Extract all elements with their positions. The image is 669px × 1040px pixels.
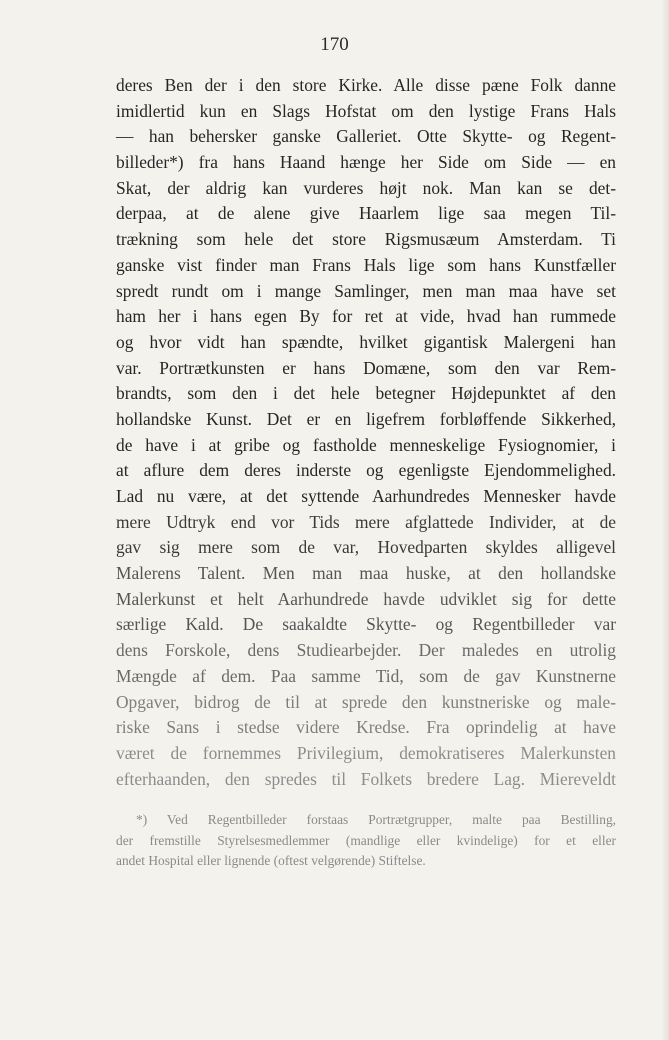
text-line: de have i at gribe og fastholde menneskelige Fysiognomier, i — [116, 434, 616, 455]
text-line: brandts, som den i det hele betegner Højdepunktet af den — [116, 383, 616, 404]
text-line: — han behersker ganske Galleriet. Otte Skytte- og Regent- — [116, 126, 616, 147]
footnote-line: andet Hospital eller lignende (oftest velgørende) Stiftelse. — [116, 853, 426, 868]
text-line: trækning som hele det store Rigsmusæum Amsterdam. Ti — [116, 229, 616, 250]
text-line: særlige Kald. De saakaldte Skytte- og Regentbilleder var — [116, 614, 616, 635]
page-number: 170 — [320, 34, 349, 55]
text-line: spredt rundt om i mange Samlinger, men man maa have set — [116, 280, 616, 301]
footnote — [116, 810, 616, 872]
text-line: Malerens Talent. Men man maa huske, at den hollandske — [116, 563, 616, 584]
text-line: Opgaver, bidrog de til at sprede den kunstneriske og male- — [116, 691, 616, 712]
text-line: ham her i hans egen By for ret at vide, hvad han rummede — [116, 306, 616, 327]
text-line: og hvor vidt han spændte, hvilket gigantisk Malergeni han — [116, 331, 616, 352]
text-line: gav sig mere som de var, Hovedparten skyldes alligevel — [116, 537, 616, 558]
text-line: efterhaanden, den spredes til Folkets bredere Lag. Miereveldt — [116, 768, 616, 789]
text-line: deres Ben der i den store Kirke. Alle disse pæne Folk danne — [116, 75, 616, 95]
text-line: hollandske Kunst. Det er en ligefrem forbløffende Sikkerhed, — [116, 408, 616, 429]
text-line: riske Sans i stedse videre Kredse. Fra oprindelig at have — [116, 717, 616, 738]
text-line: billeder*) fra hans Haand hænge her Side om Side — en — [116, 152, 616, 173]
text-line: været de fornemmes Privilegium, demokratiseres Malerkunsten — [116, 742, 616, 763]
text-line: Skat, der aldrig kan vurderes højt nok. Man kan se det- — [116, 177, 616, 198]
footnote-line: *) Ved Regentbilleder forstaas Portrætgrupper, malte paa Bestilling, — [136, 812, 616, 827]
footnote-line: der fremstille Styrelsesmedlemmer (mandlige eller kvindelige) for et eller — [116, 832, 616, 848]
text-line: mere Udtryk end vor Tids mere afglattede Individer, at de — [116, 511, 616, 532]
text-line: dens Forskole, dens Studiearbejder. Der maledes en utrolig — [116, 640, 616, 661]
page-edge-shadow — [661, 0, 669, 1040]
text-line: Lad nu være, at det syttende Aarhundredes Mennesker havde — [116, 486, 616, 506]
text-line: derpaa, at de alene give Haarlem lige saa megen Til- — [116, 203, 616, 224]
text-line: imidlertid kun en Slags Hofstat om den lystige Frans Hals — [116, 100, 616, 121]
text-line: Malerkunst et helt Aarhundrede havde udviklet sig for dette — [116, 588, 616, 609]
text-line: Mængde af dem. Paa samme Tid, som de gav Kunstnerne — [116, 665, 616, 686]
text-line: var. Portrætkunsten er hans Domæne, som den var Rem- — [116, 357, 616, 378]
body-text — [116, 73, 616, 792]
text-line: at aflure dem deres inderste og egenligste Ejendommelighed. — [116, 460, 616, 481]
text-line: ganske vist finder man Frans Hals lige som hans Kunstfæller — [116, 254, 616, 275]
